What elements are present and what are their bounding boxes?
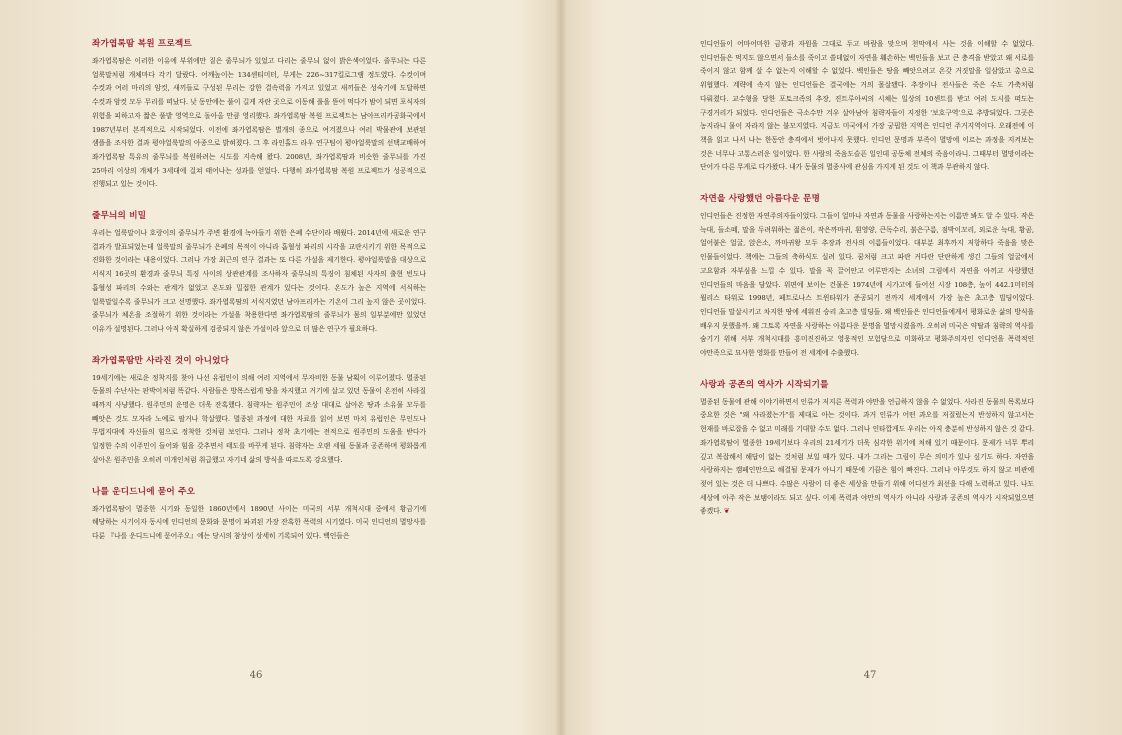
left-text-column bbox=[92, 38, 426, 562]
right-page bbox=[566, 0, 1122, 735]
section-heading: 나를 운디드니에 묻어 주오 bbox=[92, 486, 196, 497]
section-body-text: 멸종된 동물에 관해 이야기하면서 인류가 저지른 폭력과 야만을 언급하지 않을 수 없었다. 사라진 동물의 목록보다 중요한 것은 "왜 사라졌는가"를 제대로 아는 것이다. 과거 인류가 어떤 과오를 저질렀는지 반성하지 않고서는 현재를 바로잡을 수 없고 미래를 기대할 수도 없다. 그러나 인타깝게도 우리는 아직 충분히 반성하지 않은 것 같다. 좌가엽록땀이 멸종한 19세기보다 우리의 21세기가 더욱 심각한 위기에 처해 있기 때문이다. 문제가 너무 뿌리 깊고 복잡해서 해답이 없는 것처럼 보일 때가 있다. 내가 그리는 그림이 무슨 의미가 있나 싶기도 하다. 자연을 사랑하지는 캠페인만으로 해결될 문제가 아니기 때문에 기끔은 힘이 빠진다. 그러나 아무것도 하지 않고 비관에 젖어 있는 것은 더 나쁘다. 수많은 사람이 더 좋은 세상을 만들기 위해 어디선가 최선을 다해 노력하고 있다. 나도 세상에 아주 작은 보탬이라도 되고 싶다. 이제 폭력과 야만의 역사가 아니라 사랑과 공존의 역사가 시작되었으면 좋겠다. bbox=[700, 397, 1034, 516]
page-number: 47 bbox=[863, 670, 877, 681]
section-body: 인디언들이 어마어마한 금광과 자원을 그대로 두고 바람을 맞으며 천막에서 사는 것을 이해할 수 없었다. 인디언들은 먹지도 않으면서 들소를 죽이고 쓸데없이 자연을 훼손하는 백인들을 보고 큰 충격을 받았고 왜 서로를 죽이지 않고 함께 살 수 없는지 이해할 수 없었다. 백인들은 땅을 빼앗으려고 온갖 거짓말을 일삼았고 총으로 위협했다. 계략에 속지 않는 인디언들은 결국에는 거의 몰살됐다. 추장이나 전사들은 죽은 수도 가축처럼 다뤄졌다. 교수형을 당한 포토크족의 추장, 진트루아씨의 시체는 일상의 10센트를 받고 여러 도시를 떠도는 구경거리가 되었다. 인디언들은 극소수만 겨우 살아남아 침략자들이 지정한 '보호구역'으로 추방되었다. 그곳은 농지라니 물이 자라지 않는 불모지였다. 지금도 미국에서 가장 궁핍한 지역은 인디언 주거지역이다. 오래전에 이 책을 읽고 나서 나는 한동안 충격에서 벗어나지 못했다. 인디언 문명과 부족이 멸망에 이르는 과정을 지켜보는 것은 너무나 고통스러운 일이었다. 한 사람의 죽음도슬픈 일인데 공동체 전체의 죽음이라니. 그때부터 멸망이라는 단어가 다른 무게로 다가왔다. 내가 동물의 멸종사에 관심을 가지게 된 것도 이 책과 무관하지 않다. bbox=[700, 40, 1034, 172]
section-heading: 사랑과 공존의 역사가 시작되기를 bbox=[700, 379, 829, 390]
end-mark-icon: ❦ bbox=[723, 507, 730, 516]
section-body: 좌가엽록땀이 멸종한 시기와 동일한 1860년에서 1890년 사이는 미국의 서부 개척시대 중에서 황금기에 해당하는 시기이자 동시에 인디언의 문화와 문명이 파괴된 가장 잔혹한 폭력의 시기였다. 미국 인디언의 멸망사를 다룬 『나를 운디드니에 묻어주오』에는 당시의 참상이 상세히 기록되어 있다. 백인들은 bbox=[92, 504, 426, 540]
left-page bbox=[0, 0, 556, 735]
right-text-column bbox=[700, 38, 1034, 537]
section-heading: 좌가엽록땀만 사라진 것이 아니었다 bbox=[92, 355, 230, 366]
section-body: 인디언들은 진정한 자연주의자들이었다. 그들이 얼마나 자연과 동물을 사랑하는지는 이름만 봐도 알 수 있다. 작은 늑대, 들소떼, 말을 두려워하는 젊은이, 작은까마귀, 흰영양, 큰독수리, 붉은구름, 점박이꼬리, 외로운 늑대, 황곰, 얼어붙은 얼굴, 앉은소, 까마귀왕 모두 추장과 전사의 이름들이었다. 대부분 최후까지 저항하다 죽음을 맞은 인물들이었다. 책에는 그들의 축하식도 실려 있다. 꿈처럼 크고 파란 커다란 단란하게 생긴 그들의 얼굴에서 고요함과 자부심을 느낄 수 있다. 말을 꼭 끌어안고 어루만지는 소녀의 그림에서 자연을 아끼고 사랑했던 인디언들의 마음을 담았다. 위편에 보이는 건물은 1974년에 시가고에 들어선 시장 108층, 높이 442.1미터의 윌리스 타워로 1998년, 페트로나스 트윈타워가 준공되기 전까지 세계에서 가장 높은 초고층 빌딩이었다. 인디언들 말살시키고 차지한 땅에 세워진 승리 초고층 빌딩들. 왜 백인들은 인디언들에게서 평화로운 삶의 방식을 배우지 못했을까. 왜 그토록 자연을 사랑하는 아름다운 문명을 멸망시켰을까. 오히려 미국은 약탈과 침략의 역사를 숨기기 위해 서부 개척시대를 흥미진진하고 영웅적인 모험담으로 미화하고 평화주의자인 인디언을 폭력적인 야만족으로 묘사한 영화를 만들어 전 세계에 수출했다. bbox=[700, 212, 1034, 358]
section-body bbox=[700, 396, 1034, 519]
section-heading: 자연을 사랑했던 아름다운 문명 bbox=[700, 194, 821, 205]
section-body: 우리는 얼룩말이나 호랑이의 줄무늬가 주변 환경에 녹아들기 위한 은폐 수단이라 배웠다. 2014년에 새로운 연구 결과가 발표되었는데 얼룩말의 줄무늬가 은폐의 목적이 아니라 흡혈성 파리의 시각을 교란시키기 위한 목적으로 진화한 것이라는 내용이었다. 그러나 가장 최근의 연구 결과는 또 다른 가설을 제기한다. 평야얼룩말을 대상으로 서식지 16곳의 환경과 줄무늬 특징 사이의 상관관계를 조사하자 줄무늬의 특징이 침체된 사자의 출현 빈도나 흡혈성 파리의 수와는 관계가 없었고 온도와 밀접한 관계가 있다는 것이다. 온도가 높은 지역에 서식하는 얼룩말일수록 줄무늬가 크고 선명했다. 좌가엽록땀의 서식지였던 남아프리카는 기온이 그리 높지 않은 곳이었다. 줄무늬가 체온을 조절하기 위한 것이라는 가설을 착용한다면 좌가엽록땀의 줄무늬가 몸의 일부분에만 있었던 이유가 설명된다. 그러나 아직 확실하게 검증되지 않은 가설이라 앞으로 더 많은 연구가 필요하다. bbox=[92, 229, 426, 333]
page-number: 46 bbox=[249, 670, 263, 681]
section-heading: 좌가엽록땀 복원 프로젝트 bbox=[92, 39, 192, 49]
section-body: 19세기에는 새로운 정착지를 찾아 나선 유럽인이 의해 여러 지역에서 무자비한 동물 남획이 이루어졌다. 멸종된 동물의 수난사는 판박이처럼 똑같다. 사람들은 방목스럽게 땅을 차지했고 거기에 살고 있던 동물이 온전히 사라질 때까지 사냥했다. 원주민의 운명은 더욱 잔혹했다. 침략자는 원주민이 조상 대대로 살아온 땅과 소유물 모두를 빼앗은 것도 모자라 노예로 팔거나 학살했다. 멸종된 과정에 대한 자료를 읽어 보면 마치 유럽인은 무인도나 무법지대에 자신들의 힘으로 정착한 것처럼 보인다. 그러나 정착 초기에는 전적으로 원주민의 도움을 받다가 일정한 수의 이주민이 들어와 힘을 갖추면서 태도를 바꾸게 된다. 침략자는 오랜 세월 동물과 공존하며 평화롭게 살아온 원주민을 오히려 미개인처럼 취급했고 자기네 삶의 방식을 따르도록 강요했다. bbox=[92, 373, 426, 464]
section-heading: 줄무늬의 비밀 bbox=[92, 211, 147, 222]
section-body: 좌가엽록땀은 이러한 이유에 부위에만 짙은 줄무늬가 있었고 다리는 줄무늬 없이 밝은색이었다. 줄무늬는 다른 얼룩말처럼 개체마다 각기 달랐다. 어깨높이는 134센티미터, 무게는 226~317킬로그램 정도였다. 수컷이며 수컷과 여러 마리의 암컷, 새끼들로 구성된 무리는 강한 결속력을 가지고 있었고 새끼들은 성숙기에 도달하면 수컷과 암컷 모두 무리를 떠났다. 낮 동안에는 풀이 길게 자란 곳으로 이동해 풀을 뜯어 먹다가 밤이 되면 포식자의 위험을 피하고자 짧은 풀밭 영역으로 돌아올 만큼 영리했다. 좌가엽록땀 복원 프로젝트는 남아프리카공화국에서 1987년부터 본격적으로 시작되었다. 이전에 좌가엽록땀은 별개의 종으로 여겨졌으나 여러 박물관에 보관된 샘플을 조사한 결과 평야얼룩말의 아종으로 밝혀졌다. 그 후 라인홀드 라우 연구팀이 평야얼룩말의 선택교배하여 좌가엽록땀 특유의 줄무늬를 복원하려는 시도를 지속해 왔다. 2008년, 좌가엽록땀과 비슷한 줄무늬를 가진 25마리 이상의 개체가 3세대에 걸쳐 태어나는 성과를 얻었다. 다행히 좌가엽록땀 복원 프로젝트가 성공적으로 진행되고 있는 것이다. bbox=[92, 57, 426, 189]
